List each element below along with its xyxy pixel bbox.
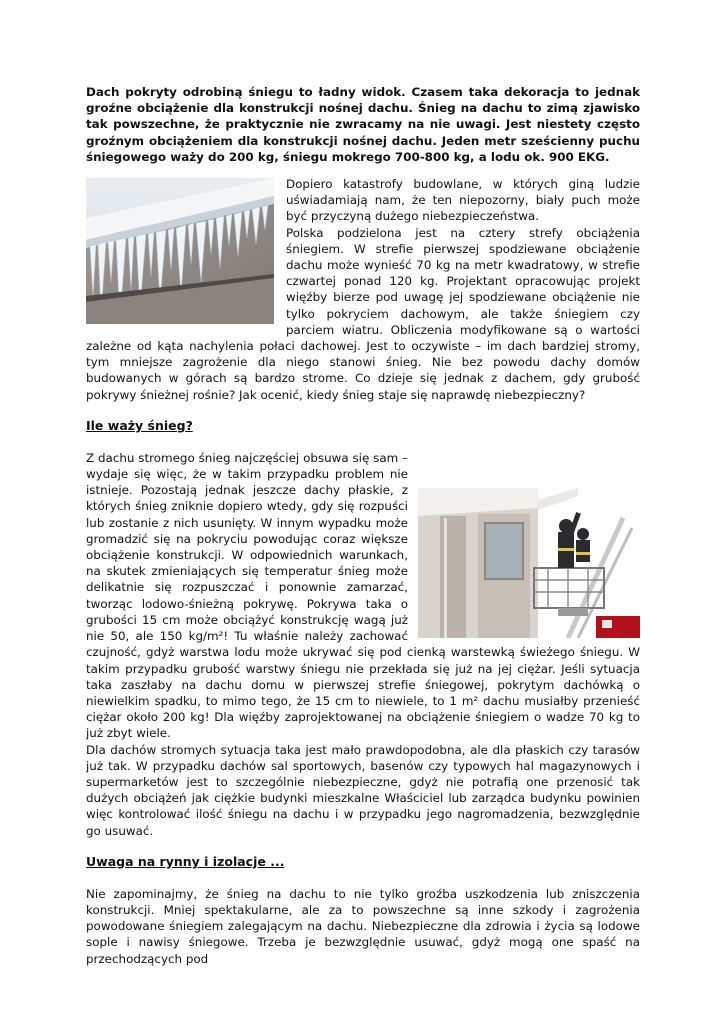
heading-weight: Ile waży śnieg? <box>86 417 193 433</box>
paragraph-1: Dopiero katastrofy budowlane, w których giną ludzie uświadamiają nam, że ten niepozorny, biały puch może być przyczyną dużego niebezpieczeństwa. <box>286 177 640 224</box>
heading-gutters: Uwaga na rynny i izolacje ... <box>86 853 285 869</box>
paragraph-2: Polska podzielona jest na cztery strefy obciążenia śniegiem. W strefie pierwszej spodziewane obciążenie dachu może wynieść 70 kg na metr kwadratowy, w strefie czwartej ponad 120 kg. Projektant opracowując projekt więźby bierze pod uwagę jej spodziewane obciążenie nie tylko pokryciem dachowym, ale także śniegiem czy parciem wiatru. Obliczenia modyfikowane są o wartości zależne od kąta nachylenia połaci dachowej. Jest to oczywiste – im dach bardziej stromy, tym mniejsze zagrożenie dla niego stanowi śnieg. Nie bez powodu dachy domów budowanych w górach są bardzo strome. Co dzieje się jednak z dachem, gdy grubość pokrywy śnieżnej rośnie? Jak ocenić, kiedy śnieg staje się naprawdę niebezpieczny? <box>86 225 640 402</box>
icicles-photo <box>86 178 274 324</box>
paragraph-4: Dla dachów stromych sytuacja taka jest mało prawdopodobna, ale dla płaskich czy tarasów już tak. W przypadku dachów sal sportowych, basenów czy typowych hal magazynowych i supermarketów jest to szczególnie niebezpieczne, gdyż nie potrafią one przenosić tak dużych obciążeń jak ciężkie budynki mieszkalne Właściciel lub zarządca budynku powinien więc kontrolować ilość śniegu na dachu i w przypadku jego nagromadzenia, bezwzględnie go usuwać. <box>86 742 640 838</box>
paragraph-5: Nie zapominajmy, że śnieg na dachu to nie tylko groźba uszkodzenia lub zniszczenia konstrukcji. Mniej spektakularne, ale za to powszechne są inne szkody i zagrożenia powodowane śniegiem zalegającym na dachu. Niebezpieczne dla zdrowia i życia są lodowe sople i nawisy śniegowe. Trzeba je bezwzględnie usuwać, gdyż mogą one spaść na przechodzących pod <box>86 886 640 966</box>
intro-paragraph: Dach pokryty odrobiną śniegu to ładny widok. Czasem taka dekoracja to jednak groźne obciążenie dla konstrukcji nośnej dachu. Śnieg na dachu to zimą zjawisko tak powszechne, że praktycznie nie zwracamy na nie uwagi. Jest niestety często groźnym obciążeniem dla konstrukcji nośnej dachu. Jeden metr sześcienny puchu śniegowego waży do 200 kg, śniegu mokrego 700-800 kg, a lodu ok. 900 EKG. <box>86 85 640 164</box>
paragraph-3: Z dachu stromego śnieg najczęściej obsuwa się sam – wydaje się więc, że w takim przypadku problem nie istnieje. Pozostają jednak jeszcze dachy płaskie, z których śnieg zniknie dopiero wtedy, gdy się rozpuści lub zostanie z nich usunięty. W innym wypadku może gromadzić się na pokryciu powodując coraz większe obciążenie konstrukcji. W odpowiednich warunkach, na skutek zmieniających się temperatur śnieg może delikatnie się rozpuszczać i ponownie zamarzać, tworząc lodowo-śnieżną pokrywę. Pokrywa taka o grubości 15 cm może obciążyć konstrukcję wagą już nie 50, ale 150 kg/m²! Tu właśnie należy zachować czujność, gdyż warstwa lodu może ukrywać się pod cienką warstewką świeżego śniegu. W takim przypadku grubość warstwy śniegu nie przekłada się już na jej ciężar. Jeśli sytuacja taka zaszłaby na dachu domu w pierwszej strefie śniegowej, pokrytym dachówką o niewielkim spadku, to mimo tego, że 15 cm to niewiele, to 1 m² dachu musiałby przenieść ciężar około 200 kg! Dla więźby zaprojektowanej na obciążenie śniegiem o wadze 70 kg to już zbyt wiele. <box>86 450 640 741</box>
firefighter-photo <box>418 488 640 638</box>
article <box>86 84 640 967</box>
